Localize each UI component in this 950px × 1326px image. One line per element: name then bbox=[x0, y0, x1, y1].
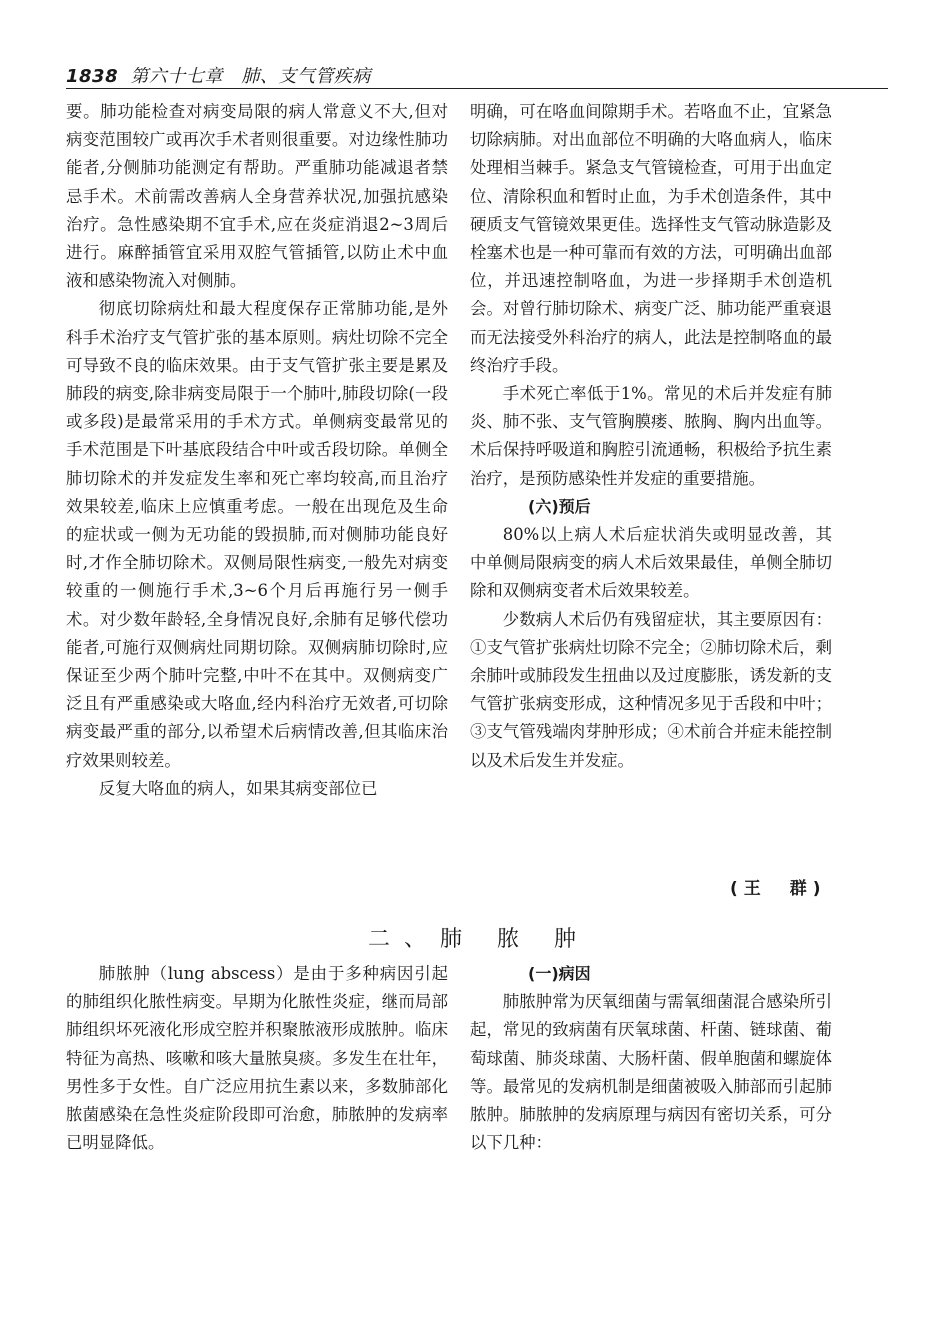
chapter-title: 第六十七章 肺、支气管疾病 bbox=[130, 66, 371, 87]
paragraph: 手术死亡率低于1%。常见的术后并发症有肺炎、肺不张、支气管胸膜瘘、脓胸、胸内出血等。术后保持呼吸道和胸腔引流通畅，积极给予抗生素治疗，是预防感染性并发症的重要措施。 bbox=[470, 384, 832, 488]
left-column-bottom bbox=[66, 960, 448, 1157]
running-head bbox=[66, 62, 371, 88]
paragraph: 少数病人术后仍有残留症状，其主要原因有：①支气管扩张病灶切除不完全；②肺切除术后，剩余肺叶或肺段发生扭曲以及过度膨胀，诱发新的支气管扩张病变形成，这种情况多见于舌段和中叶；③支气管残端肉芽肿形成；④术前合并症未能控制以及术后发生并发症。 bbox=[470, 609, 832, 770]
right-column-bottom bbox=[470, 960, 832, 1157]
paragraph: 要。肺功能检查对病变局限的病人常意义不大,但对病变范围较广或再次手术者则很重要。对边缘性肺功能者,分侧肺功能测定有帮助。严重肺功能减退者禁忌手术。术前需改善病人全身营养状况,加强抗感染治疗。急性感染期不宜手术,应在炎症消退2~3周后进行。麻醉插管宜采用双腔气管插管,以防止术中血液和感染物流入对侧肺。 bbox=[66, 102, 448, 291]
section-heading-etiology: (一)病因 bbox=[528, 964, 591, 983]
paragraph: 80%以上病人术后症状消失或明显改善，其中单侧局限病变的病人术后效果最佳，单侧全肺切除和双侧病变者术后效果较差。 bbox=[470, 525, 832, 601]
section-title: 二、肺 脓 肿 bbox=[368, 927, 590, 952]
paragraph: 明确，可在咯血间隙期手术。若咯血不止，宜紧急切除病肺。对出血部位不明确的大咯血病人，临床处理相当棘手。紧急支气管镜检查，可用于出血定位、清除积血和暂时止血，为手术创造条件，其中硬质支气管镜效果更佳。选择性支气管动脉造影及栓塞术也是一种可靠而有效的方法，可明确出血部位，并迅速控制咯血，为进一步择期手术创造机会。对曾行肺切除术、病变广泛、肺功能严重衰退而无法接受外科治疗的病人，此法是控制咯血的最终治疗手段。 bbox=[470, 102, 832, 375]
author-credit: (王 群) bbox=[730, 879, 827, 899]
paragraph: 肺脓肿（lung abscess）是由于多种病因引起的肺组织化脓性病变。早期为化脓性炎症，继而局部肺组织坏死液化形成空腔并积聚脓液形成脓肿。临床特征为高热、咳嗽和咳大量脓臭痰。多发生在壮年，男性多于女性。自广泛应用抗生素以来，多数肺部化脓菌感染在急性炎症阶段即可治愈，肺脓肿的发病率已明显降低。 bbox=[66, 964, 448, 1153]
header-rule bbox=[66, 88, 888, 89]
paragraph: 反复大咯血的病人，如果其病变部位已 bbox=[98, 778, 378, 798]
page-number: 1838 bbox=[66, 66, 119, 87]
section-heading-prognosis: (六)预后 bbox=[528, 496, 591, 516]
paragraph: 肺脓肿常为厌氧细菌与需氧细菌混合感染所引起，常见的致病菌有厌氧球菌、杆菌、链球菌、葡萄球菌、肺炎球菌、大肠杆菌、假单胞菌和螺旋体等。最常见的发病机制是细菌被吸入肺部而引起肺脓肿。肺脓肿的发病原理与病因有密切关系，可分以下几种： bbox=[470, 992, 832, 1153]
left-column-top bbox=[66, 98, 448, 803]
right-column-top bbox=[470, 98, 832, 775]
paragraph: 彻底切除病灶和最大程度保存正常肺功能,是外科手术治疗支气管扩张的基本原则。病灶切除不完全可导致不良的临床效果。由于支气管扩张主要是累及肺段的病变,除非病变局限于一个肺叶,肺段切除(一段或多段)是最常采用的手术方式。单侧病变最常见的手术范围是下叶基底段结合中叶或舌段切除。单侧全肺切除术的并发症发生率和死亡率均较高,而且治疗效果较差,临床上应慎重考虑。一般在出现危及生命的症状或一侧为无功能的毁损肺,而对侧肺功能良好时,才作全肺切除术。双侧局限性病变,一般先对病变较重的一侧施行手术,3~6个月后再施行另一侧手术。对少数年龄轻,全身情况良好,余肺有足够代偿功能者,可施行双侧病灶同期切除。双侧病肺切除时,应保证至少两个肺叶完整,中叶不在其中。双侧病变广泛且有严重感染或大咯血,经内科治疗无效者,可切除病变最严重的部分,以希望术后病情改善,但其临床治疗效果则较差。 bbox=[66, 299, 448, 770]
